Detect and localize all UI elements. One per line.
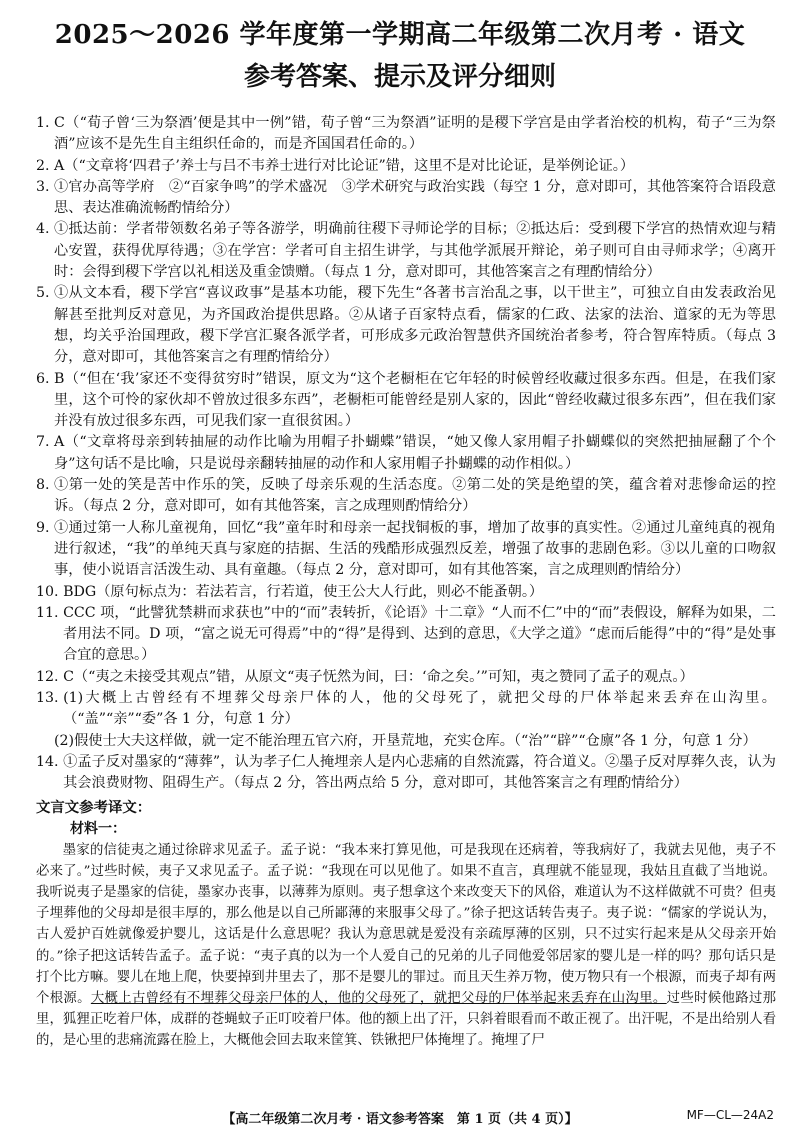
answer-number: 1.: [36, 115, 55, 131]
footer-page-info: 【高二年级第二次月考 · 语文参考答案 第 1 页（共 4 页）】: [222, 1112, 578, 1127]
translation-text-continued: 过些时候他路过那里，狐狸正吃着尸体，成群的苍蝇蚊子正叮咬着尸体。他的额上出了汗，只斜着眼看而不敢正视了。出汗呢，不是出给别人看的，是心里的悲痛流露在脸上，大概他会回去取来筐箕、铁锹把尸体掩埋了。掩埋了尸: [36, 990, 777, 1049]
answer-list: [36, 113, 776, 1052]
answer-item-1: [36, 113, 776, 156]
answer-text: BDG（原句标点为：若法若言，行若道，使王公大人行此，则必不能蚤朝。）: [63, 583, 544, 600]
answer-number: 4.: [36, 221, 55, 238]
answer-number: 6.: [36, 370, 55, 387]
answer-item-11: [36, 603, 776, 667]
answer-text: C（“夷之未接受其观点”错，从原文“夷子怃然为间，曰：‘命之矣。’”可知，夷之赞同了孟子的观点。）: [63, 668, 694, 685]
answer-item-5: [36, 283, 776, 368]
answer-item-10: [36, 582, 776, 603]
answer-text: C（“荀子曾‘三为祭酒’便是其中一例”错，荀子曾“三为祭酒”证明的是稷下学宫是由学者治校的机构，荀子“三为祭酒”应该不是先生自主组织任命的，而是齐国国君任命的。）: [54, 115, 776, 153]
translation-paragraph: [36, 840, 776, 1052]
answer-item-7: [36, 432, 776, 475]
answer-number: 14.: [36, 753, 64, 770]
answer-item-3: [36, 177, 776, 220]
material-title: 材料一：: [70, 820, 126, 837]
answer-number: 5.: [36, 285, 55, 302]
answer-text: ①通过第一人称儿童视角，回忆“我”童年时和母亲一起找铜板的事，增加了故事的真实性。②通过儿童纯真的视角进行叙述，“我”的单纯天真与家庭的拮据、生活的残酷形成强烈反差，增强了故事的悲剧色彩。③以儿童的口吻叙事，使小说语言活泼生动、具有童趣。（每点 2 分，意对即可，如有其他答案，言之成理则酌情给分）: [54, 519, 776, 579]
answer-text: A（“文章将母亲到转抽屉的动作比喻为用帽子扑蝴蝶”错误，“她又像人家用帽子扑蝴蝶似的突然把抽屉翻了个个身”这句话不是比喻，只是说母亲翻转抽屉的动作和人家用帽子扑蝴蝶的动作相似。）: [54, 434, 776, 472]
answer-item-6: [36, 369, 776, 433]
translation-underlined-text: 大概上古曾经有不埋葬父母亲尸体的人，他的父母死了，就把父母的尸体举起来丢弃在山沟里。: [90, 990, 667, 1006]
answer-number: 7.: [36, 434, 55, 451]
answer-text: (1)大概上古曾经有不埋葬父母亲尸体的人，他的父母死了，就把父母的尸体举起来丢弃在山沟里。（“盖”“亲”“委”各 1 分，句意 1 分）: [63, 690, 776, 728]
answer-number: 3.: [36, 178, 55, 195]
answer-number: 10.: [36, 583, 64, 600]
page-subtitle: 参考答案、提示及评分细则: [243, 62, 556, 92]
answer-text: CCC 项，“此譬犹禁耕而求获也”中的“而”表转折，《论语》十二章》“人而不仁”中的“而”表假设，解释为如果，二者用法不同。D 项，“富之说无可得焉”中的“得”是得到、达到的意思，《大学之道》“虑而后能得”中的“得”是处事合宜的意思。）: [63, 604, 776, 664]
answer-number: 11.: [36, 604, 64, 621]
translation-text: 墨家的信徒夷之通过徐辟求见孟子。孟子说：“我本来打算见他，可是我现在还病着，等我病好了，我就去见他，夷子不必来了。”过些时候，夷子又求见孟子。孟子说：“我现在可以见他了。如果不直言，真理就不能显现，我姑且直截了当地说。我听说夷子是墨家的信徒，墨家办丧事，以薄葬为原则。夷子想拿这个来改变天下的风俗，难道认为不这样做就不可贵？但夷子埋葬他的父母却是很丰厚的，那么他是以自己所鄙薄的来服事父母了。”徐子把这话转告夷子。夷子说：“儒家的学说认为，古人爱护百姓就像爱护婴儿，这话是什么意思呢？我认为意思就是爱没有亲疏厚薄的区别，只不过实行起来是从父母亲开始的。”徐子把这话转告孟子。孟子说：“夷子真的以为一个人爱自己的兄弟的儿子同他爱邻居家的婴儿是一样的吗？那句话只是打个比方嘛。婴儿在地上爬，快要掉到井里去了，那不是婴儿的罪过。而且天生养万物，使万物只有一个根源，而夷子却有两个根源。: [36, 842, 776, 1006]
page-footer: [0, 1108, 800, 1128]
answer-item-2: [36, 156, 776, 177]
answer-subitem: (2)假使士大夫这样做，就一定不能治理五官六府，开垦荒地，充实仓库。（“治”“辟”“仓廪”各 1 分，句意 1 分）: [54, 732, 757, 749]
answer-item-8: [36, 475, 776, 518]
answer-text: ①第一处的笑是苦中作乐的笑，反映了母亲乐观的生活态度。②第二处的笑是绝望的笑，蕴含着对悲惨命运的控诉。（每点 2 分，意对即可，如有其他答案，言之成理则酌情给分）: [54, 477, 776, 515]
answer-number: 13.: [36, 690, 64, 707]
answer-text: A（“文章将‘四君子’养士与吕不韦养士进行对比论证”错，这里不是对比论证，是举例论证。）: [54, 157, 635, 174]
answer-item-14: [36, 752, 776, 795]
answer-number: 8.: [36, 477, 55, 494]
translation-heading: 文言文参考译文：: [36, 798, 152, 816]
answer-item-12: [36, 667, 776, 688]
answer-item-9: [36, 518, 776, 582]
answer-text: ①官办高等学府 ②“百家争鸣”的学术盛况 ③学术研究与政治实践（每空 1 分，意对即可，其他答案符合语段意思、表达准确流畅酌情给分）: [54, 178, 776, 217]
answer-text: ①抵达前：学者带领数名弟子等各游学，明确前往稷下寻师论学的目标；②抵达后：受到稷下学宫的热情欢迎与精心安置，获得优厚待遇；③在学宫：学者可自主招生讲学，与其他学派展开辩论，弟子则可自由寻师求学；④离开时：会得到稷下学宫以礼相送及重金馈赠。（每点 1 分，意对即可，其他答案言之有理酌情给分）: [54, 221, 776, 281]
footer-code: MF—CL—24A2: [686, 1108, 774, 1122]
answer-text: B（“但在‘我’家还不变得贫穷时”错误，原文为“这个老橱柜在它年轻的时候曾经收藏过很多东西。但是，在我们家里，这个可怜的家伙却不曾放过很多东西”，老橱柜可能曾经是别人家的，因此“曾经收藏过很多东西”，但在我们家并没有放过很多东西，可见我们家一直很贫困。）: [54, 370, 776, 430]
answer-text: ①从文本看，稷下学宫“喜议政事”是基本功能，稷下先生“各著书言治乱之事，以干世主”，可独立自由发表政治见解甚至批判反对意见，为齐国政治提供思路。②从诸子百家特点看，儒家的仁政、法家的法治、道家的无为等思想，均关乎治国理政，稷下学宫汇聚各派学者，可形成多元政治智慧供齐国统治者参考，符合智库特质。（每点 3 分，意对即可，其他答案言之有理酌情给分）: [54, 285, 776, 366]
answer-text: ①孟子反对墨家的“薄葬”，认为孝子仁人掩埋亲人是内心悲痛的自然流露，符合道义。②墨子反对厚葬久丧，认为其会浪费财物、阻碍生产。（每点 2 分，答出两点给 5 分，意对即可，其他答案言之有理酌情给分）: [63, 753, 776, 792]
answer-item-13: [36, 688, 776, 731]
answer-number: 2.: [36, 157, 55, 174]
answer-number: 9.: [36, 519, 55, 536]
page-title: 2025～2026 学年度第一学期高二年级第二次月考 · 语文: [54, 20, 746, 50]
answer-number: 12.: [36, 668, 64, 685]
answer-item-4: [36, 219, 776, 283]
